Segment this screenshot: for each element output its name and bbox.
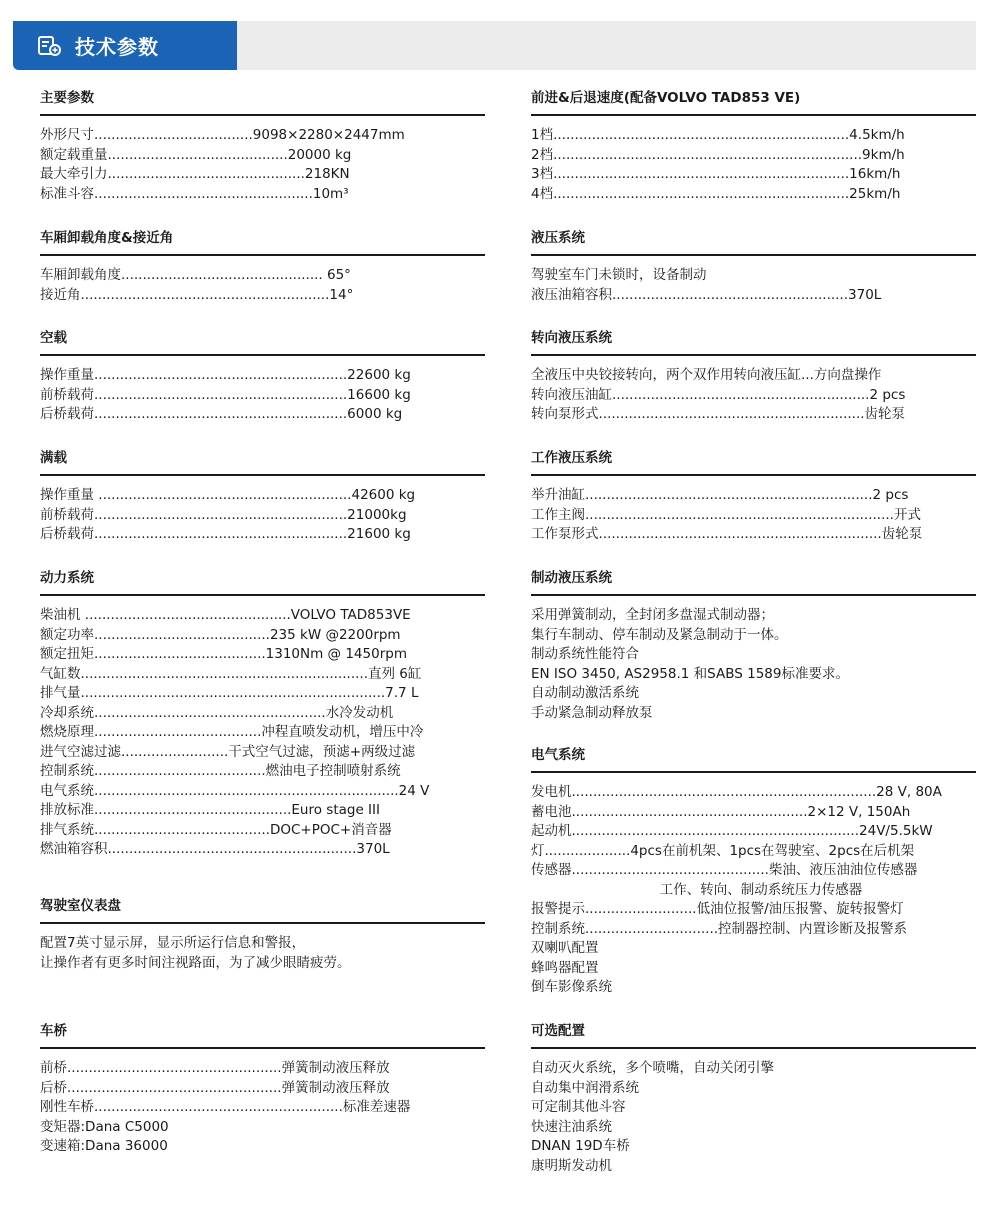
section-title: 液压系统 xyxy=(531,230,585,246)
spec-section xyxy=(40,88,485,204)
spec-row: 排气系统.........................................DOC+POC+消音器 xyxy=(40,821,392,838)
spec-row: 电气系统.......................................................................24 V xyxy=(40,782,430,799)
spec-row: 前桥载荷...........................................................21000kg xyxy=(40,506,407,523)
spec-row: 额定载重量..........................................20000 kg xyxy=(40,146,352,163)
spec-sheet-icon xyxy=(37,32,65,60)
spec-section xyxy=(531,568,976,723)
spec-rows xyxy=(40,606,485,860)
spec-row: 采用弹簧制动，全封闭多盘湿式制动器； xyxy=(531,607,774,623)
spec-rows xyxy=(531,126,976,204)
spec-row: 额定扭矩........................................1310Nm @ 1450rpm xyxy=(40,646,407,662)
spec-row: 额定功率.........................................235 kW @2200rpm xyxy=(40,626,401,643)
spec-row: 转向液压油缸............................................................2 pcs xyxy=(531,386,906,403)
spec-row: 最大牵引力..............................................218KN xyxy=(40,166,350,182)
section-title: 可选配置 xyxy=(531,1023,585,1039)
spec-row: 柴油机 ................................................VOLVO TAD853VE xyxy=(40,607,411,623)
spec-row: 前桥载荷...........................................................16600 kg xyxy=(40,386,411,403)
section-title: 制动液压系统 xyxy=(531,570,612,586)
spec-row: 举升油缸...................................................................2 pcs xyxy=(531,487,909,503)
spec-row: 可定制其他斗容 xyxy=(531,1099,626,1115)
spec-row: 燃油箱容积..........................................................370L xyxy=(40,841,390,857)
page-title: 技术参数 xyxy=(75,35,159,59)
section-title: 动力系统 xyxy=(40,570,94,586)
spec-row: 4档.....................................................................25km/h xyxy=(531,185,901,202)
section-divider xyxy=(40,354,485,356)
spec-row: 操作重量 ...........................................................42600 kg xyxy=(40,487,416,503)
spec-rows xyxy=(531,266,976,305)
section-divider xyxy=(40,922,485,924)
section-divider xyxy=(40,254,485,256)
spec-row: 1档.....................................................................4.5km/h xyxy=(531,127,905,143)
spec-row: 驾驶室车门未锁时，设备制动 xyxy=(531,267,707,283)
header-tab xyxy=(13,21,237,70)
spec-row: 前桥..................................................弹簧制动液压释放 xyxy=(40,1060,390,1076)
spec-row: 冷却系统......................................................水冷发动机 xyxy=(40,704,394,721)
section-divider xyxy=(531,474,976,476)
section-divider xyxy=(531,354,976,356)
spec-row: 自动集中润滑系统 xyxy=(531,1079,639,1096)
spec-row: 排放标准..............................................Euro stage III xyxy=(40,802,380,818)
spec-rows xyxy=(531,366,976,425)
spec-section xyxy=(531,1021,976,1176)
spec-row: 转向泵形式..............................................................齿轮泵 xyxy=(531,406,906,422)
spec-row: 蓄电池.......................................................2×12 V, 150Ah xyxy=(531,803,911,820)
section-title: 电气系统 xyxy=(531,747,585,763)
spec-row: 燃烧原理.......................................冲程直喷发动机，增压中冷 xyxy=(40,724,424,740)
section-divider xyxy=(531,594,976,596)
section-divider xyxy=(40,1047,485,1049)
spec-row: 接近角..........................................................14° xyxy=(40,286,354,303)
spec-section xyxy=(40,568,485,860)
spec-row: 灯....................4pcs在前机架、1pcs在驾驶室、2pcs在后机架 xyxy=(531,842,915,859)
spec-row: 手动紧急制动释放泵 xyxy=(531,704,653,721)
spec-row: 后桥载荷...........................................................6000 kg xyxy=(40,406,403,422)
spec-row: 后桥载荷...........................................................21600 kg xyxy=(40,526,411,542)
section-title: 转向液压系统 xyxy=(531,330,612,346)
spec-row: 标准斗容...................................................10m³ xyxy=(40,185,349,202)
spec-row: 自动制动激活系统 xyxy=(531,685,639,701)
spec-row: 配置7英寸显示屏，显示所运行信息和警报， xyxy=(40,935,306,951)
spec-rows xyxy=(531,783,976,998)
spec-row: 进气空滤过滤.........................干式空气过滤，预滤+两级过滤 xyxy=(40,743,416,760)
spec-rows xyxy=(531,606,976,723)
spec-row: 变矩器:Dana C5000 xyxy=(40,1118,169,1135)
section-title: 驾驶室仪表盘 xyxy=(40,898,121,914)
spec-rows xyxy=(40,934,485,973)
spec-row: 变速箱:Dana 36000 xyxy=(40,1138,168,1154)
section-title: 车厢卸载角度&接近角 xyxy=(40,230,174,246)
spec-rows xyxy=(531,1059,976,1176)
spec-row: 双喇叭配置 xyxy=(531,940,599,956)
spec-section xyxy=(40,896,485,973)
spec-row: 蜂鸣器配置 xyxy=(531,959,599,976)
section-divider xyxy=(40,114,485,116)
spec-section xyxy=(40,328,485,425)
section-title: 空载 xyxy=(40,330,67,346)
spec-row: 操作重量...........................................................22600 kg xyxy=(40,367,411,383)
spec-rows xyxy=(531,486,976,545)
spec-row: 让操作者有更多时间注视路面，为了减少眼睛疲劳。 xyxy=(40,954,351,971)
spec-section xyxy=(40,1021,485,1157)
spec-row: 快速注油系统 xyxy=(531,1118,612,1135)
spec-rows xyxy=(40,266,485,305)
spec-rows xyxy=(40,366,485,425)
spec-row: 自动灭火系统，多个喷嘴，自动关闭引擎 xyxy=(531,1060,774,1076)
spec-section xyxy=(531,88,976,204)
spec-section xyxy=(40,228,485,305)
spec-row: 工作、转向、制动系统压力传感器 xyxy=(531,881,863,898)
spec-row: 康明斯发动机 xyxy=(531,1157,612,1174)
spec-rows xyxy=(40,126,485,204)
spec-row: 控制系统........................................燃油电子控制喷射系统 xyxy=(40,763,401,779)
spec-section xyxy=(531,328,976,425)
spec-row: 传感器..............................................柴油、液压油油位传感器 xyxy=(531,862,918,878)
spec-row: 外形尺寸.....................................9098×2280×2447mm xyxy=(40,127,405,143)
spec-row: 倒车影像系统 xyxy=(531,979,612,995)
spec-row: EN ISO 3450, AS2958.1 和SABS 1589标准要求。 xyxy=(531,665,849,682)
spec-row: 3档.....................................................................16km/h xyxy=(531,166,901,182)
section-title: 前进&后退速度(配备VOLVO TAD853 VE) xyxy=(531,90,801,106)
spec-row: 集行车制动、停车制动及紧急制动于一体。 xyxy=(531,626,788,643)
spec-row: 制动系统性能符合 xyxy=(531,646,639,662)
section-divider xyxy=(531,1047,976,1049)
spec-section xyxy=(40,448,485,545)
spec-rows xyxy=(40,486,485,545)
section-divider xyxy=(40,594,485,596)
section-divider xyxy=(40,474,485,476)
spec-row: 发电机.......................................................................28 V, 80A xyxy=(531,784,942,800)
section-divider xyxy=(531,254,976,256)
section-divider xyxy=(531,771,976,773)
section-divider xyxy=(531,114,976,116)
spec-section xyxy=(531,448,976,545)
spec-row: 控制系统...............................控制器控制、内置诊断及报警系 xyxy=(531,920,908,937)
spec-row: DNAN 19D车桥 xyxy=(531,1138,630,1154)
spec-section xyxy=(531,228,976,305)
spec-row: 报警提示..........................低油位报警/油压报警、旋转报警灯 xyxy=(531,901,904,917)
spec-row: 排气量.......................................................................7.7 L xyxy=(40,685,419,701)
spec-row: 工作主阀........................................................................开式 xyxy=(531,506,921,523)
spec-rows xyxy=(40,1059,485,1157)
spec-row: 工作泵形式..................................................................齿轮泵 xyxy=(531,526,923,542)
spec-row: 后桥..................................................弹簧制动液压释放 xyxy=(40,1079,390,1096)
section-title: 工作液压系统 xyxy=(531,450,612,466)
spec-row: 气缸数...................................................................直列 6缸 xyxy=(40,665,422,682)
spec-section xyxy=(531,745,976,998)
spec-row: 2档........................................................................9km/h xyxy=(531,146,905,163)
section-title: 车桥 xyxy=(40,1023,67,1039)
section-title: 满载 xyxy=(40,450,67,466)
spec-row: 全液压中央铰接转向，两个双作用转向液压缸...方向盘操作 xyxy=(531,367,882,383)
spec-row: 液压油箱容积.......................................................370L xyxy=(531,286,882,303)
spec-row: 起动机...................................................................24V/5.5kW xyxy=(531,823,933,839)
section-title: 主要参数 xyxy=(40,90,94,106)
spec-row: 车厢卸载角度............................................... 65° xyxy=(40,267,351,283)
spec-row: 刚性车桥..........................................................标准差速器 xyxy=(40,1099,411,1115)
